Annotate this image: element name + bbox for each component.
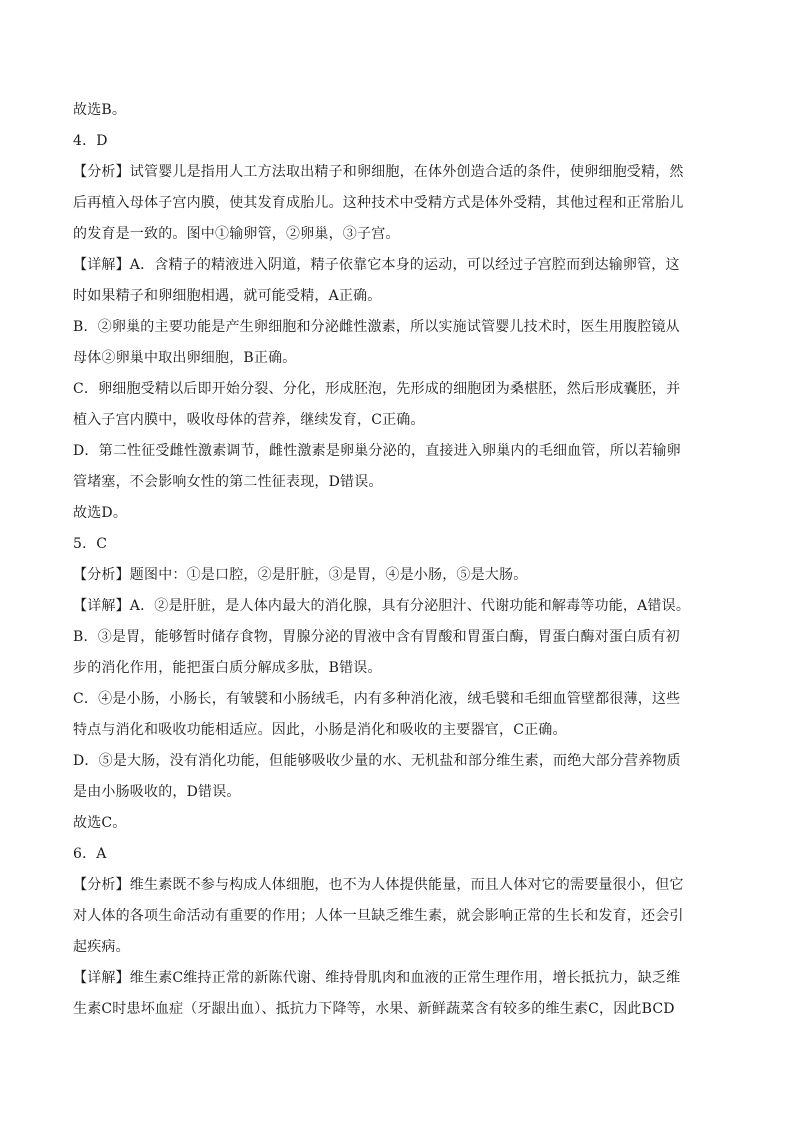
- answer-conclusion: 故选D。: [73, 505, 128, 521]
- option-text: 植入子宫内膜中，吸收母体的营养，继续发育，C正确。: [73, 412, 425, 428]
- answer-conclusion: 故选B。: [73, 102, 127, 118]
- document-page: [73, 95, 691, 1025]
- option-text: C．卵细胞受精以后即开始分裂、分化，形成胚泡，先形成的细胞团为桑椹胚，然后形成囊胚，并: [73, 381, 681, 397]
- answer-conclusion: 故选C。: [73, 815, 127, 831]
- analysis-text: 起疾病。: [73, 939, 130, 955]
- option-text: B．②卵巢的主要功能是产生卵细胞和分泌雌性激素，所以实施试管婴儿技术时，医生用腹腔镜从: [73, 319, 680, 335]
- analysis-text: 【分析】试管婴儿是指用人工方法取出精子和卵细胞，在体外创造合适的条件，使卵细胞受精，然: [73, 164, 684, 180]
- analysis-text: 【分析】维生素既不参与构成人体细胞，也不为人体提供能量，而且人体对它的需要量很小，但它: [73, 877, 684, 893]
- option-text: 管堵塞，不会影响女性的第二性征表现，D错误。: [73, 474, 383, 490]
- detail-text: 时如果精子和卵细胞相遇，就可能受精，A正确。: [73, 288, 382, 304]
- option-text: 特点与消化和吸收功能相适应。因此，小肠是消化和吸收的主要器官，C正确。: [73, 722, 567, 738]
- option-text: D．⑤是大肠，没有消化功能，但能够吸收少量的水、无机盐和部分维生素，而绝大部分营养物质: [73, 753, 681, 769]
- question-number: 5．C: [73, 536, 108, 552]
- analysis-text: 【分析】题图中：①是口腔，②是肝脏，③是胃，④是小肠，⑤是大肠。: [73, 567, 528, 583]
- analysis-text: 后再植入母体子宫内膜，使其发育成胎儿。这种技术中受精方式是体外受精，其他过程和正常胎儿: [73, 195, 684, 211]
- detail-text: 【详解】A．②是肝脏，是人体内最大的消化腺，具有分泌胆汁、代谢功能和解毒等功能，A错误。: [73, 598, 691, 614]
- question-number: 4．D: [73, 133, 108, 149]
- option-text: C．④是小肠，小肠长，有皱襞和小肠绒毛，内有多种消化液，绒毛襞和毛细血管壁都很薄，这些: [73, 691, 681, 707]
- analysis-text: 对人体的各项生命活动有重要的作用；人体一旦缺乏维生素，就会影响正常的生长和发育，还会引: [73, 908, 684, 924]
- detail-text: 【详解】A．含精子的精液进入阴道，精子依靠它本身的运动，可以经过子宫腔而到达输卵管，这: [73, 257, 680, 273]
- option-text: D．第二性征受雌性激素调节，雌性激素是卵巢分泌的，直接进入卵巢内的毛细血管，所以若输卵: [73, 443, 681, 459]
- option-text: 母体②卵巢中取出卵细胞，B正确。: [73, 350, 297, 366]
- option-text: B．③是胃，能够暂时储存食物，胃腺分泌的胃液中含有胃酸和胃蛋白酶，胃蛋白酶对蛋白质有初: [73, 629, 680, 645]
- analysis-text: 的发育是一致的。图中①输卵管，②卵巢，③子宫。: [73, 226, 400, 242]
- detail-text: 【详解】维生素C维持正常的新陈代谢、维持骨肌肉和血液的正常生理作用，增长抵抗力，缺乏维: [73, 970, 681, 986]
- option-text: 是由小肠吸收的，D错误。: [73, 784, 241, 800]
- detail-text: 生素C时患坏血症（牙龈出血）、抵抗力下降等，水果、新鲜蔬菜含有较多的维生素C，因此BCD: [73, 1001, 675, 1017]
- question-number: 6．A: [73, 846, 107, 862]
- option-text: 步的消化作用，能把蛋白质分解成多肽，B错误。: [73, 660, 382, 676]
